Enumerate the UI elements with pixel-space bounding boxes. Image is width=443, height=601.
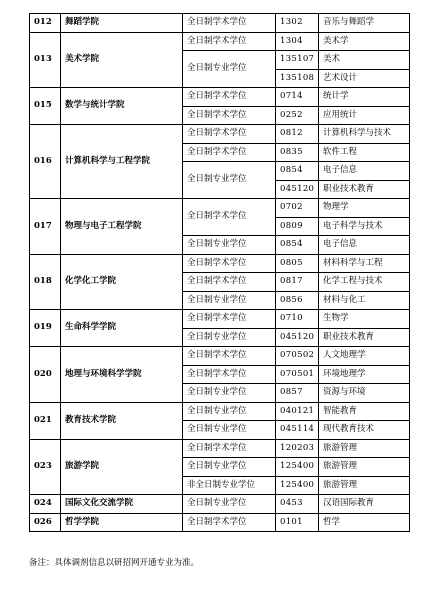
major-code: 0710: [276, 310, 319, 329]
major-code: 0252: [276, 106, 319, 125]
college-name: 物理与电子工程学院: [61, 199, 183, 255]
major-name: 环境地理学: [319, 365, 410, 384]
major-code: 0854: [276, 236, 319, 255]
major-code: 0714: [276, 88, 319, 107]
major-code: 0835: [276, 143, 319, 162]
major-code: 0702: [276, 199, 319, 218]
major-name: 艺术设计: [319, 69, 410, 88]
degree-type: 全日制专业学位: [183, 51, 276, 88]
degree-type: 全日制学术学位: [183, 347, 276, 366]
degree-type: 全日制学术学位: [183, 513, 276, 532]
college-name: 生命科学学院: [61, 310, 183, 347]
major-code: 1304: [276, 32, 319, 51]
major-code: 045120: [276, 328, 319, 347]
major-code: 125400: [276, 458, 319, 477]
degree-type: 全日制专业学位: [183, 421, 276, 440]
degree-type: 全日制专业学位: [183, 495, 276, 514]
college-name: 数学与统计学院: [61, 88, 183, 125]
college-name: 哲学学院: [61, 513, 183, 532]
major-code: 070501: [276, 365, 319, 384]
major-name: 生物学: [319, 310, 410, 329]
major-code: 0809: [276, 217, 319, 236]
major-name: 美术: [319, 51, 410, 70]
table-body: [30, 14, 410, 532]
table-row: [30, 125, 410, 144]
degree-type: 全日制学术学位: [183, 14, 276, 33]
college-name: 教育技术学院: [61, 402, 183, 439]
degree-type: 全日制学术学位: [183, 88, 276, 107]
degree-type: 全日制专业学位: [183, 291, 276, 310]
table-row: [30, 439, 410, 458]
college-code: 017: [30, 199, 61, 255]
major-code: 125400: [276, 476, 319, 495]
college-code: 015: [30, 88, 61, 125]
college-name: 旅游学院: [61, 439, 183, 495]
major-name: 音乐与舞蹈学: [319, 14, 410, 33]
major-name: 现代教育技术: [319, 421, 410, 440]
degree-type: 全日制专业学位: [183, 162, 276, 199]
table-row: [30, 513, 410, 532]
major-code: 0856: [276, 291, 319, 310]
college-code: 018: [30, 254, 61, 310]
degree-type: 全日制专业学位: [183, 458, 276, 477]
major-name: 美术学: [319, 32, 410, 51]
degree-type: 全日制专业学位: [183, 402, 276, 421]
college-code: 016: [30, 125, 61, 199]
major-code: 045114: [276, 421, 319, 440]
major-code: 135108: [276, 69, 319, 88]
major-code: 040121: [276, 402, 319, 421]
college-name: 地理与环境科学学院: [61, 347, 183, 403]
degree-type: 全日制学术学位: [183, 365, 276, 384]
major-name: 软件工程: [319, 143, 410, 162]
major-code: 045120: [276, 180, 319, 199]
major-name: 智能教育: [319, 402, 410, 421]
major-code: 0101: [276, 513, 319, 532]
degree-type: 全日制学术学位: [183, 254, 276, 273]
major-name: 电子信息: [319, 162, 410, 181]
degree-type: 全日制学术学位: [183, 143, 276, 162]
major-code: 0857: [276, 384, 319, 403]
major-name: 汉语国际教育: [319, 495, 410, 514]
table-row: [30, 347, 410, 366]
degree-type: 全日制学术学位: [183, 310, 276, 329]
college-code: 012: [30, 14, 61, 33]
degree-type: 全日制专业学位: [183, 328, 276, 347]
footnote: 备注：具体调剂信息以研招网开通专业为准。: [29, 558, 200, 568]
table-row: [30, 254, 410, 273]
college-code: 026: [30, 513, 61, 532]
degree-type: 全日制学术学位: [183, 32, 276, 51]
major-name: 计算机科学与技术: [319, 125, 410, 144]
major-code: 120203: [276, 439, 319, 458]
table-row: [30, 32, 410, 51]
college-name: 美术学院: [61, 32, 183, 88]
table-row: [30, 199, 410, 218]
major-name: 物理学: [319, 199, 410, 218]
college-code: 021: [30, 402, 61, 439]
college-code: 020: [30, 347, 61, 403]
major-name: 应用统计: [319, 106, 410, 125]
degree-type: 全日制学术学位: [183, 106, 276, 125]
degree-type: 全日制学术学位: [183, 273, 276, 292]
college-code: 024: [30, 495, 61, 514]
major-code: 1302: [276, 14, 319, 33]
major-name: 旅游管理: [319, 458, 410, 477]
major-code: 0812: [276, 125, 319, 144]
major-code: 0817: [276, 273, 319, 292]
major-code: 070502: [276, 347, 319, 366]
major-name: 旅游管理: [319, 439, 410, 458]
major-name: 材料科学与工程: [319, 254, 410, 273]
major-code: 135107: [276, 51, 319, 70]
degree-type: 全日制学术学位: [183, 199, 276, 236]
college-code: 013: [30, 32, 61, 88]
college-name: 计算机科学与工程学院: [61, 125, 183, 199]
major-name: 统计学: [319, 88, 410, 107]
major-name: 化学工程与技术: [319, 273, 410, 292]
degree-type: 全日制学术学位: [183, 439, 276, 458]
degree-type: 全日制专业学位: [183, 236, 276, 255]
table-row: [30, 402, 410, 421]
table-row: [30, 88, 410, 107]
degree-type: 非全日制专业学位: [183, 476, 276, 495]
major-name: 职业技术教育: [319, 328, 410, 347]
major-name: 职业技术教育: [319, 180, 410, 199]
college-code: 023: [30, 439, 61, 495]
degree-type: 全日制学术学位: [183, 125, 276, 144]
table-row: [30, 495, 410, 514]
major-name: 人文地理学: [319, 347, 410, 366]
major-code: 0854: [276, 162, 319, 181]
major-code: 0453: [276, 495, 319, 514]
college-code: 019: [30, 310, 61, 347]
degree-type: 全日制专业学位: [183, 384, 276, 403]
college-name: 国际文化交流学院: [61, 495, 183, 514]
table-row: [30, 310, 410, 329]
major-name: 资源与环境: [319, 384, 410, 403]
major-code: 0805: [276, 254, 319, 273]
major-name: 哲学: [319, 513, 410, 532]
major-name: 电子信息: [319, 236, 410, 255]
adjustment-majors-table: [29, 13, 410, 532]
college-name: 舞蹈学院: [61, 14, 183, 33]
major-name: 电子科学与技术: [319, 217, 410, 236]
table-row: [30, 14, 410, 33]
major-name: 旅游管理: [319, 476, 410, 495]
major-name: 材料与化工: [319, 291, 410, 310]
college-name: 化学化工学院: [61, 254, 183, 310]
